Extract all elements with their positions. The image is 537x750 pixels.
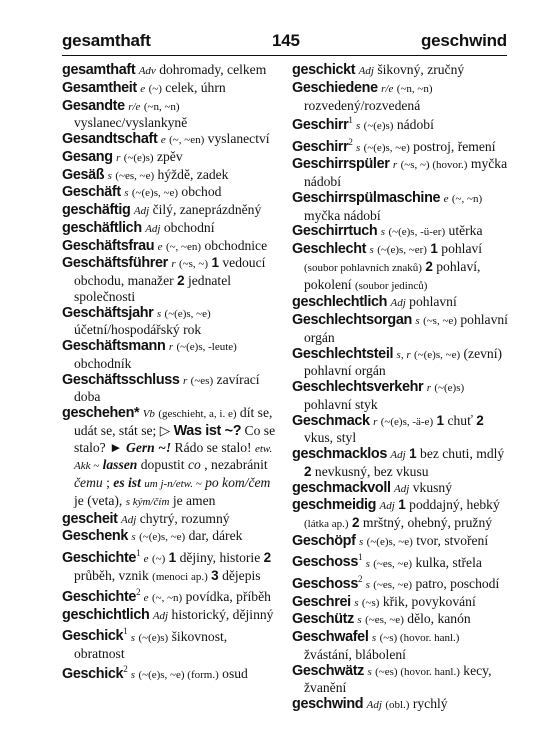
- dictionary-entry: [292, 241, 510, 294]
- headword: Geschoss$^1$: [292, 552, 363, 571]
- grammar-label: s: [357, 614, 362, 627]
- translation: osud: [222, 665, 248, 681]
- headword: Geschenk: [62, 528, 128, 545]
- dictionary-entry: [292, 611, 510, 629]
- homonym-number: 1: [348, 115, 353, 126]
- grammar-label: r/e: [381, 82, 394, 95]
- translation: myčka nádobí: [304, 207, 381, 223]
- grammar-label: r: [168, 341, 174, 353]
- sense-number: 1: [211, 255, 219, 271]
- grammar-label: Adj: [152, 609, 169, 622]
- homonym-number: 1: [136, 548, 141, 558]
- translation: nevkusný, bez vkusu: [314, 463, 429, 479]
- dictionary-entry: [62, 405, 280, 511]
- translation: dopustit: [140, 457, 185, 473]
- translation: účetní/hospodářský rok: [74, 322, 202, 338]
- translation: vedoucí obchodu, manažer: [74, 255, 266, 288]
- translation: je amen: [172, 492, 216, 508]
- translation: průběh, vznik: [74, 567, 149, 583]
- translation: pohlavní: [409, 294, 457, 310]
- inflection: (~s, ~e): [423, 315, 457, 328]
- sense-number: 1: [168, 549, 177, 565]
- header-last-entry: geschwind: [420, 31, 507, 50]
- grammar-label: e: [140, 82, 146, 95]
- dictionary-entry: [292, 80, 510, 114]
- dictionary-entry: [292, 223, 510, 241]
- dictionary-entry: [62, 305, 280, 339]
- headword: Geschäftsführer: [62, 255, 168, 272]
- headword: Geschick$^1$: [62, 626, 128, 645]
- dictionary-entry: [292, 696, 510, 714]
- dictionary-entry: [292, 594, 510, 612]
- translation: dohromady, celkem: [159, 62, 267, 77]
- sense-number: 2: [177, 273, 185, 288]
- inflection: (~(e)s): [434, 382, 465, 395]
- dictionary-entry: [292, 294, 510, 312]
- dictionary-entry: [62, 238, 280, 256]
- inflection: (~(e)s): [123, 151, 154, 164]
- translation: obchodní: [163, 219, 215, 235]
- inflection: (~es, ~e): [373, 557, 413, 570]
- translation: Rádo se stalo!: [174, 439, 252, 455]
- inflection: (~(e)s, ~e) (form.): [138, 668, 219, 681]
- page-number: 145: [272, 31, 300, 50]
- left-column: [62, 62, 280, 683]
- grammar-label: s: [371, 632, 377, 645]
- headword: Geschick$^2$: [62, 663, 128, 682]
- grammar-label: r: [182, 374, 188, 387]
- grammar-label: Adj: [358, 65, 374, 77]
- homonym-number: 1: [123, 626, 128, 637]
- inflection: (~s) (hovor. hanl.): [379, 632, 460, 645]
- italic-text: co: [187, 457, 201, 473]
- inflection: (~s): [361, 596, 380, 609]
- grammar-label: s: [131, 531, 136, 544]
- dictionary-entry: [292, 346, 510, 380]
- translation: (zevní) pohlavní orgán: [304, 345, 503, 379]
- translation: pohlavní orgán: [304, 312, 508, 345]
- dictionary-entry: [292, 312, 510, 346]
- translation: nádobí: [396, 117, 434, 133]
- inflection: (soubor jedinců): [354, 279, 428, 292]
- grammar-label: s: [365, 557, 370, 570]
- headword: Geschrei: [292, 593, 351, 610]
- headword: Geschiedene: [292, 79, 378, 96]
- inflection: (~): [151, 552, 166, 565]
- headword: geschwind: [292, 696, 364, 713]
- dictionary-entry: [292, 551, 510, 573]
- translation: kecy, žvanění: [304, 662, 492, 696]
- headword: Geschäftsmann: [62, 338, 166, 354]
- sense-number: 2: [304, 463, 312, 479]
- dictionary-entry: [292, 497, 510, 533]
- grammar-label: s: [355, 120, 361, 133]
- grammar-label: s: [365, 578, 370, 591]
- right-column: [292, 62, 510, 714]
- translation: vkusný: [412, 479, 453, 495]
- headword: gesamthaft: [62, 62, 136, 78]
- translation: pohlaví: [441, 241, 483, 257]
- inflection: (obl.): [385, 699, 410, 712]
- grammar-label: s: [380, 226, 386, 239]
- grammar-label: e: [157, 240, 163, 253]
- inflection: (~, ~n): [151, 592, 183, 605]
- grammar-label: r: [426, 382, 431, 395]
- grammar-label: e: [143, 592, 149, 605]
- headword: Geschöpf: [292, 532, 356, 549]
- sense-number: 2: [425, 258, 433, 274]
- grammar-label: Adj: [390, 297, 406, 310]
- translation: rychlý: [412, 696, 448, 712]
- dictionary-entry: [292, 62, 510, 80]
- headword: Geschichte$^2$: [62, 587, 141, 606]
- translation: čilý, zaneprázdněný: [152, 202, 262, 217]
- sense-number: 1: [409, 446, 417, 462]
- translation: chuť: [447, 412, 473, 428]
- dictionary-entry: [62, 585, 280, 607]
- translation: dějiny, historie: [179, 549, 261, 565]
- headword: Geschirrspüler: [292, 156, 390, 173]
- grammar-label: Adj: [133, 205, 150, 217]
- header-first-entry: gesamthaft: [62, 31, 151, 50]
- headword: geschmacklos: [292, 446, 387, 463]
- homonym-number: 1: [358, 552, 363, 563]
- grammar-label: Adj: [379, 500, 395, 513]
- headword: geschichtlich: [62, 606, 150, 623]
- inflection: (~, ~en): [169, 134, 205, 146]
- inflection: (~(e)s, ~e): [414, 348, 461, 361]
- grammar-label: Vb: [142, 408, 155, 420]
- translation: poddajný, hebký: [409, 497, 500, 513]
- headword: Geschäftsschluss: [62, 371, 180, 388]
- sense-number: 1: [430, 241, 438, 257]
- headword: Geschichte$^1$: [62, 548, 141, 566]
- grammar-label: s: [415, 315, 420, 328]
- translation: tvor, stvoření: [416, 532, 489, 548]
- dictionary-entry: [62, 511, 280, 529]
- inflection: (geschieht, a, i. e): [158, 408, 237, 420]
- grammar-label: s: [355, 141, 361, 154]
- headword: Gesamtheit: [62, 79, 137, 96]
- headword: Geschirr$^2$: [292, 136, 353, 155]
- inflection: (soubor pohlavních znaků): [304, 261, 422, 274]
- dictionary-entry: [292, 190, 510, 224]
- headword: Geschütz: [292, 611, 354, 628]
- inflection: (~es): [190, 374, 214, 387]
- inflection: (~es, ~e): [373, 578, 413, 591]
- dictionary-entry: [62, 131, 280, 149]
- translation: chytrý, rozumný: [139, 510, 230, 526]
- translation: kulka, střela: [415, 554, 482, 570]
- translation: žvástání, blábolení: [304, 646, 406, 662]
- grammar-label: Adj: [145, 222, 161, 235]
- headword: geschäftig: [62, 202, 131, 218]
- headword: Geschwätz: [292, 662, 365, 679]
- headword: Geschäftsjahr: [62, 304, 154, 321]
- grammar-label: r: [171, 258, 176, 271]
- sense-number: 3: [211, 567, 219, 583]
- grammar-label: s: [367, 665, 372, 678]
- translation: dějepis: [222, 567, 261, 583]
- dictionary-entry: [62, 607, 280, 625]
- inflection: (~(e)s): [363, 120, 394, 133]
- dictionary-entry: [62, 98, 280, 132]
- translation: utěrka: [448, 223, 483, 239]
- translation: zavírací doba: [74, 371, 260, 405]
- headword: geschickt: [292, 62, 356, 78]
- headword: Geschmack: [292, 412, 370, 429]
- headword: Geschlecht: [292, 241, 367, 258]
- inflection: (~es) (hovor. hanl.): [375, 665, 460, 678]
- grammar-label: s: [358, 535, 364, 548]
- inflection: (~es, ~e): [365, 614, 404, 627]
- grammar-label: s: [130, 668, 136, 681]
- headword: Geschwafel: [292, 629, 369, 646]
- translation: historický, dějinný: [171, 606, 274, 622]
- translation: povídka, příběh: [185, 589, 271, 605]
- inflection: (~(e)s, ~e): [366, 535, 413, 548]
- headword: Gesandtschaft: [62, 131, 158, 147]
- headword: Geschäftsfrau: [62, 237, 155, 254]
- headword: geschmackvoll: [292, 479, 391, 496]
- bold-phrase: Was ist ~?: [173, 422, 242, 439]
- dictionary-entry: [292, 413, 510, 447]
- headword: geschehen*: [62, 405, 140, 421]
- inflection: (~(e)s, -ä-e): [380, 415, 434, 428]
- translation: , nezabránit: [204, 457, 268, 473]
- grammar-label: s: [369, 244, 374, 257]
- grammar-label: um j-n/etw. ~: [144, 478, 202, 490]
- inflection: (~(e)s, ~e): [131, 187, 178, 200]
- dictionary-entry: [62, 338, 280, 372]
- headword: geschäftlich: [62, 219, 142, 236]
- grammar-label: r/e: [128, 100, 141, 113]
- dictionary-entry: [292, 135, 510, 157]
- dictionary-entry: [62, 149, 280, 167]
- inflection: (látka ap.): [304, 518, 349, 531]
- inflection: (~(e)s): [138, 631, 169, 644]
- headword: gescheit: [62, 510, 118, 527]
- grammar-label: Adj: [366, 699, 382, 712]
- dictionary-entry: [292, 480, 510, 498]
- translation: obchod: [181, 184, 222, 200]
- sense-number: 2: [352, 515, 360, 531]
- translation: vyslanectví: [207, 131, 270, 146]
- grammar-label: s: [124, 187, 129, 200]
- bold-italic-phrase: Gern ~!: [126, 439, 172, 455]
- grammar-label: e: [143, 552, 149, 565]
- sense-number: 2: [476, 412, 484, 428]
- bold-italic-phrase: es ist: [113, 475, 141, 490]
- homonym-number: 2: [123, 663, 128, 674]
- translation: je (veta),: [74, 492, 123, 508]
- translation: šikovnost, obratnost: [74, 628, 228, 662]
- dictionary-entry: [62, 184, 280, 202]
- translation: ►: [109, 439, 123, 455]
- sense-number: 1: [398, 497, 406, 513]
- headword: Gesäß: [62, 166, 105, 183]
- dictionary-entry: [62, 202, 280, 220]
- headword: Gesang: [62, 148, 113, 165]
- grammar-label: s: [107, 169, 112, 182]
- translation: patro, poschodí: [415, 575, 500, 591]
- inflection: (~n, ~n): [143, 100, 180, 113]
- dictionary-entry: [292, 533, 510, 551]
- inflection: (menoci ap.): [152, 570, 208, 583]
- inflection: (~s, ~) (hovor.): [400, 159, 468, 172]
- translation: rozvedený/rozvedená: [304, 97, 421, 113]
- translation: jednatel společnosti: [74, 273, 232, 304]
- headword: geschlechtlich: [292, 294, 388, 311]
- dictionary-entry: [292, 572, 510, 594]
- header-rule: [62, 55, 507, 56]
- sense-number: 2: [263, 549, 272, 565]
- sense-number: 1: [436, 412, 445, 428]
- translation: postroj, řemení: [413, 138, 496, 154]
- headword: Geschirr$^1$: [292, 115, 353, 134]
- grammar-label: s, r: [396, 348, 411, 361]
- grammar-label: r: [373, 415, 378, 428]
- grammar-label: Adv: [138, 65, 156, 77]
- headword: Gesandte: [62, 97, 125, 114]
- grammar-label: r: [392, 159, 398, 172]
- translation: dar, dárek: [188, 528, 243, 544]
- dictionary-entry: [62, 662, 280, 684]
- translation: pohlavní styk: [304, 396, 378, 412]
- grammar-label: etw. Akk ~: [74, 442, 273, 473]
- inflection: (~es, ~e): [115, 169, 155, 182]
- translation: šikovný, zručný: [377, 62, 465, 77]
- italic-text: čemu: [74, 475, 103, 490]
- dictionary-entry: [292, 446, 510, 480]
- dictionary-entry: [292, 156, 510, 190]
- translation: obchodnice: [204, 237, 268, 253]
- bold-italic-phrase: lassen: [102, 457, 138, 473]
- headword: Geschlechtsteil: [292, 345, 394, 362]
- inflection: (~(e)s, ~er): [377, 244, 427, 257]
- translation: křik, povykování: [382, 593, 476, 609]
- translation: vyslanec/vyslankyně: [74, 115, 188, 131]
- dictionary-entry: [292, 379, 510, 413]
- headword: Geschirrtuch: [292, 223, 378, 240]
- translation: celek, úhrn: [165, 79, 226, 95]
- dictionary-entry: [62, 528, 280, 546]
- translation: myčka nádobí: [304, 156, 508, 190]
- grammar-label: Adj: [394, 482, 410, 495]
- headword: Geschoss$^2$: [292, 574, 363, 592]
- headword: Geschirrspülmaschine: [292, 189, 441, 206]
- dictionary-entry: [62, 80, 280, 98]
- dictionary-entry: [292, 113, 510, 135]
- inflection: (~(e)s, -ü-er): [388, 226, 446, 239]
- homonym-number: 2: [348, 136, 353, 147]
- dictionary-entry: [292, 663, 510, 697]
- grammar-label: e: [443, 192, 449, 205]
- inflection: (~): [148, 82, 162, 95]
- translation: bez chuti, mdlý: [420, 446, 505, 462]
- dictionary-entry: [62, 255, 280, 304]
- inflection: (~, ~en): [165, 240, 202, 253]
- inflection: (~(e)s, ~e): [363, 141, 410, 154]
- grammar-label: r: [116, 151, 121, 164]
- dictionary-entry: [62, 625, 280, 662]
- translation: mrštný, ohebný, pružný: [362, 515, 493, 531]
- inflection: (~s, ~): [179, 258, 209, 271]
- grammar-label: s: [156, 307, 162, 320]
- grammar-label: Adj: [121, 513, 137, 526]
- translation: hýždě, zadek: [157, 166, 229, 182]
- inflection: (~(e)s, -leute): [176, 341, 237, 353]
- inflection: (~(e)s, ~e): [164, 307, 211, 320]
- italic-text: po kom/čem: [205, 475, 271, 490]
- translation: pohlaví, pokolení: [304, 258, 481, 292]
- dictionary-entry: [62, 546, 280, 585]
- grammar-label: e: [160, 134, 166, 146]
- grammar-label: s: [130, 631, 136, 644]
- dictionary-entry: [62, 62, 280, 80]
- dictionary-entry: [62, 220, 280, 238]
- translation: Co se stalo?: [74, 422, 276, 455]
- grammar-label: s: [354, 596, 359, 609]
- translation: vkus, styl: [304, 430, 357, 446]
- homonym-number: 2: [358, 574, 363, 585]
- translation: ▷: [159, 422, 171, 438]
- headword: Geschäft: [62, 184, 121, 201]
- translation: zpěv: [156, 148, 183, 164]
- page-header: [62, 31, 507, 55]
- headword: Geschlechtsorgan: [292, 312, 412, 329]
- headword: geschmeidig: [292, 497, 377, 514]
- grammar-label: s kým/čím: [125, 495, 170, 508]
- inflection: (~, ~n): [451, 192, 483, 205]
- inflection: (~n, ~n): [396, 82, 433, 95]
- grammar-label: Adj: [390, 449, 406, 462]
- translation: dělo, kanón: [407, 611, 471, 627]
- translation: ;: [106, 475, 110, 490]
- inflection: (~(e)s, ~e): [139, 531, 186, 544]
- dictionary-entry: [292, 629, 510, 663]
- headword: Geschlechtsverkehr: [292, 379, 424, 396]
- translation: obchodník: [74, 355, 132, 371]
- translation: dít se, udát se, stát se;: [74, 405, 273, 438]
- dictionary-entry: [62, 372, 280, 406]
- homonym-number: 2: [136, 587, 141, 598]
- dictionary-entry: [62, 167, 280, 185]
